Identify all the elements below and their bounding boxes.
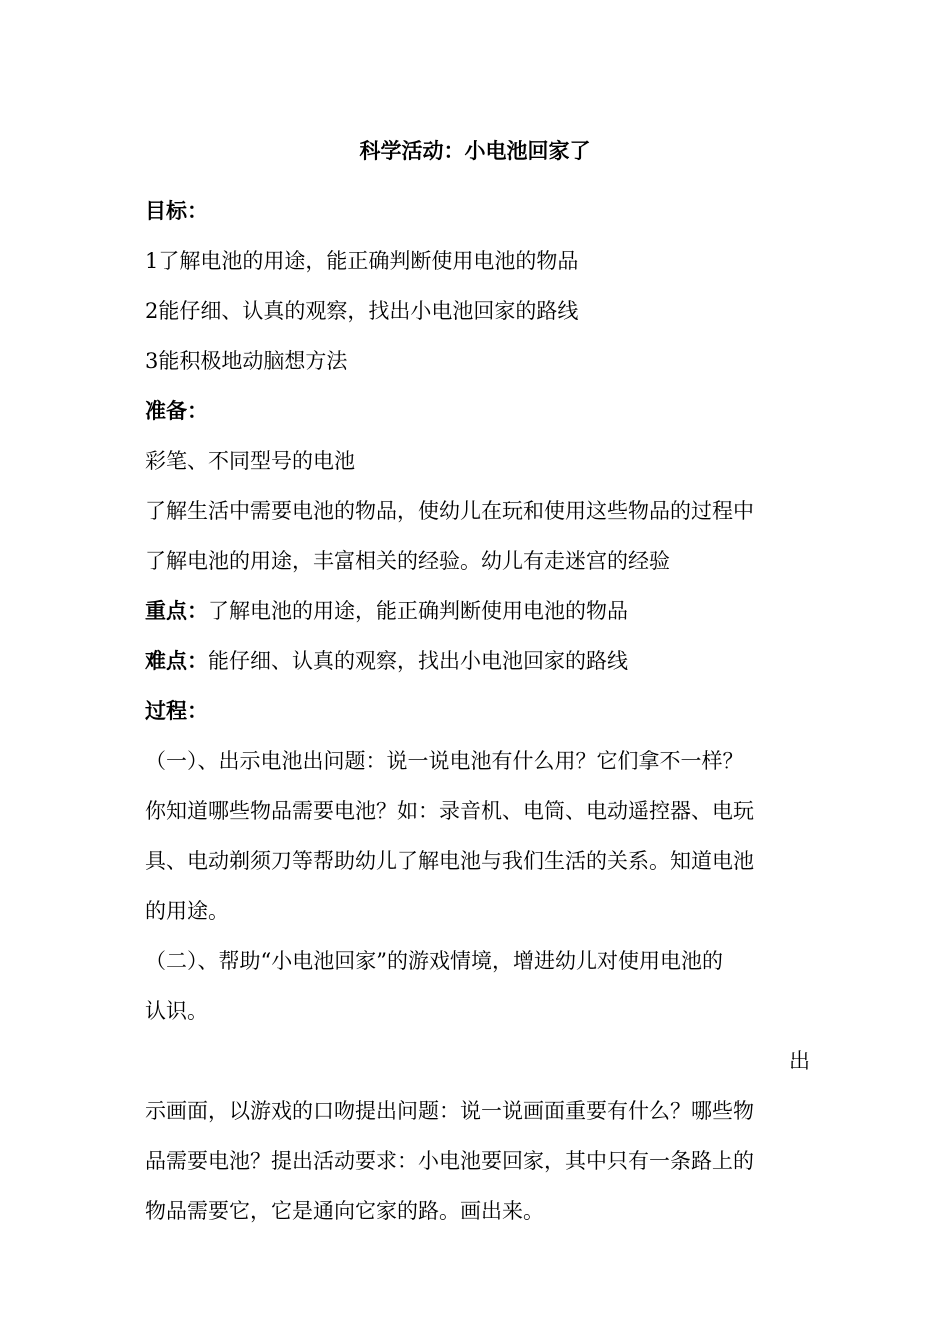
document-title: 科学活动：小电池回家了 (359, 138, 591, 163)
process-heading: 过程： (145, 698, 208, 723)
process-line: 示画面，以游戏的口吻提出问题：说一说画面重要有什么？哪些物 (145, 1099, 754, 1123)
process-line: 具、电动剃须刀等帮助幼儿了解电池与我们生活的关系。知道电池 (145, 849, 754, 873)
process-line: 你知道哪些物品需要电池？如：录音机、电筒、电动遥控器、电玩 (145, 799, 754, 823)
goal-item: 1了解电池的用途，能正确判断使用电池的物品 (145, 249, 579, 273)
key-point-label: 重点： (145, 598, 208, 623)
process-line: 品需要电池？提出活动要求：小电池要回家，其中只有一条路上的 (145, 1149, 754, 1173)
difficulty-label: 难点： (145, 648, 208, 673)
document-body (145, 186, 810, 1236)
process-line: 认识。 (145, 999, 208, 1023)
key-point (145, 586, 810, 636)
goal-item: 3能积极地动脑想方法 (145, 349, 348, 373)
prep-line: 了解生活中需要电池的物品，使幼儿在玩和使用这些物品的过程中 (145, 499, 754, 523)
key-point-text: 了解电池的用途，能正确判断使用电池的物品 (208, 599, 628, 623)
process-line: （一）、出示电池出问题：说一说电池有什么用？它们拿不一样？ (145, 749, 744, 773)
difficulty-text: 能仔细、认真的观察，找出小电池回家的路线 (208, 649, 628, 673)
prep-heading: 准备： (145, 398, 208, 423)
process-line: 的用途。 (145, 899, 229, 923)
process-line: 物品需要它，它是通向它家的路。画出来。 (145, 1199, 544, 1223)
process-line: （二）、帮助“小电池回家”的游戏情境，增进幼儿对使用电池的 (145, 949, 723, 973)
goals-heading: 目标： (145, 198, 208, 223)
goal-item: 2能仔细、认真的观察，找出小电池回家的路线 (145, 299, 579, 323)
prep-line: 彩笔、不同型号的电池 (145, 449, 355, 473)
difficulty (145, 636, 810, 686)
process-line-fragment: 出 (789, 1049, 810, 1073)
prep-line: 了解电池的用途，丰富相关的经验。幼儿有走迷宫的经验 (145, 549, 670, 573)
